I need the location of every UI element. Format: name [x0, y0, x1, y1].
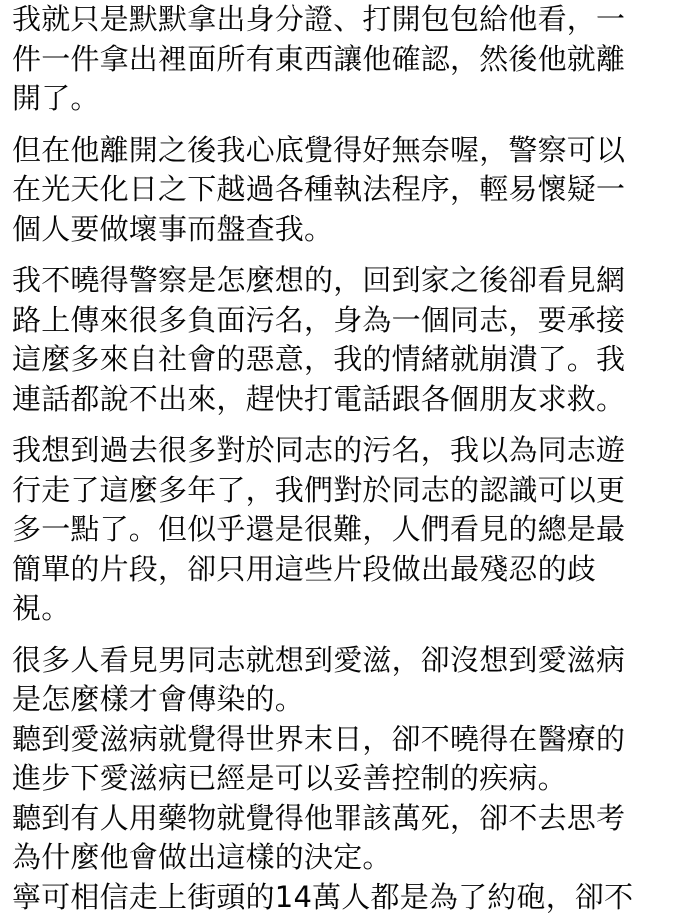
paragraph-2 [12, 131, 667, 250]
text-line: 連話都說不出來，趕快打電話跟各個朋友求救。 [12, 380, 667, 420]
paragraph-5 [12, 641, 667, 720]
text-line: 為什麼他會做出這樣的決定。 [12, 838, 667, 878]
paragraph-1 [12, 0, 667, 119]
text-line: 我就只是默默拿出身分證、打開包包給他看，一 [12, 0, 667, 40]
text-line: 很多人看見男同志就想到愛滋，卻沒想到愛滋病 [12, 641, 667, 681]
text-line: 簡單的片段，卻只用這些片段做出最殘忍的歧 [12, 550, 667, 590]
text-line: 多一點了。但似乎還是很難，人們看見的總是最 [12, 510, 667, 550]
text-line: 這麼多來自社會的惡意，我的情緒就崩潰了。我 [12, 340, 667, 380]
text-line: 路上傳來很多負面污名，身為一個同志，要承接 [12, 301, 667, 341]
text-line: 我不曉得警察是怎麼想的，回到家之後卻看見網 [12, 261, 667, 301]
text-line: 但在他離開之後我心底覺得好無奈喔，警察可以 [12, 131, 667, 171]
paragraph-3 [12, 261, 667, 419]
paragraph-6 [12, 720, 667, 799]
text-line: 視。 [12, 589, 667, 629]
post-body [12, 0, 667, 917]
text-line: 開了。 [12, 79, 667, 119]
paragraph-8 [12, 878, 667, 917]
paragraph-4 [12, 431, 667, 629]
text-line: 行走了這麼多年了，我們對於同志的認識可以更 [12, 471, 667, 511]
text-line: 是怎麼樣才會傳染的。 [12, 680, 667, 720]
text-line: 我想到過去很多對於同志的污名，我以為同志遊 [12, 431, 667, 471]
text-line: 聽到有人用藥物就覺得他罪該萬死，卻不去思考 [12, 799, 667, 839]
text-line: 寧可相信走上街頭的14萬人都是為了約砲，卻不 [12, 878, 667, 917]
text-line: 進步下愛滋病已經是可以妥善控制的疾病。 [12, 759, 667, 799]
text-line: 件一件拿出裡面所有東西讓他確認，然後他就離 [12, 40, 667, 80]
text-line: 聽到愛滋病就覺得世界末日，卻不曉得在醫療的 [12, 720, 667, 760]
text-line: 在光天化日之下越過各種執法程序，輕易懷疑一 [12, 170, 667, 210]
paragraph-7 [12, 799, 667, 878]
text-line: 個人要做壞事而盤查我。 [12, 210, 667, 250]
